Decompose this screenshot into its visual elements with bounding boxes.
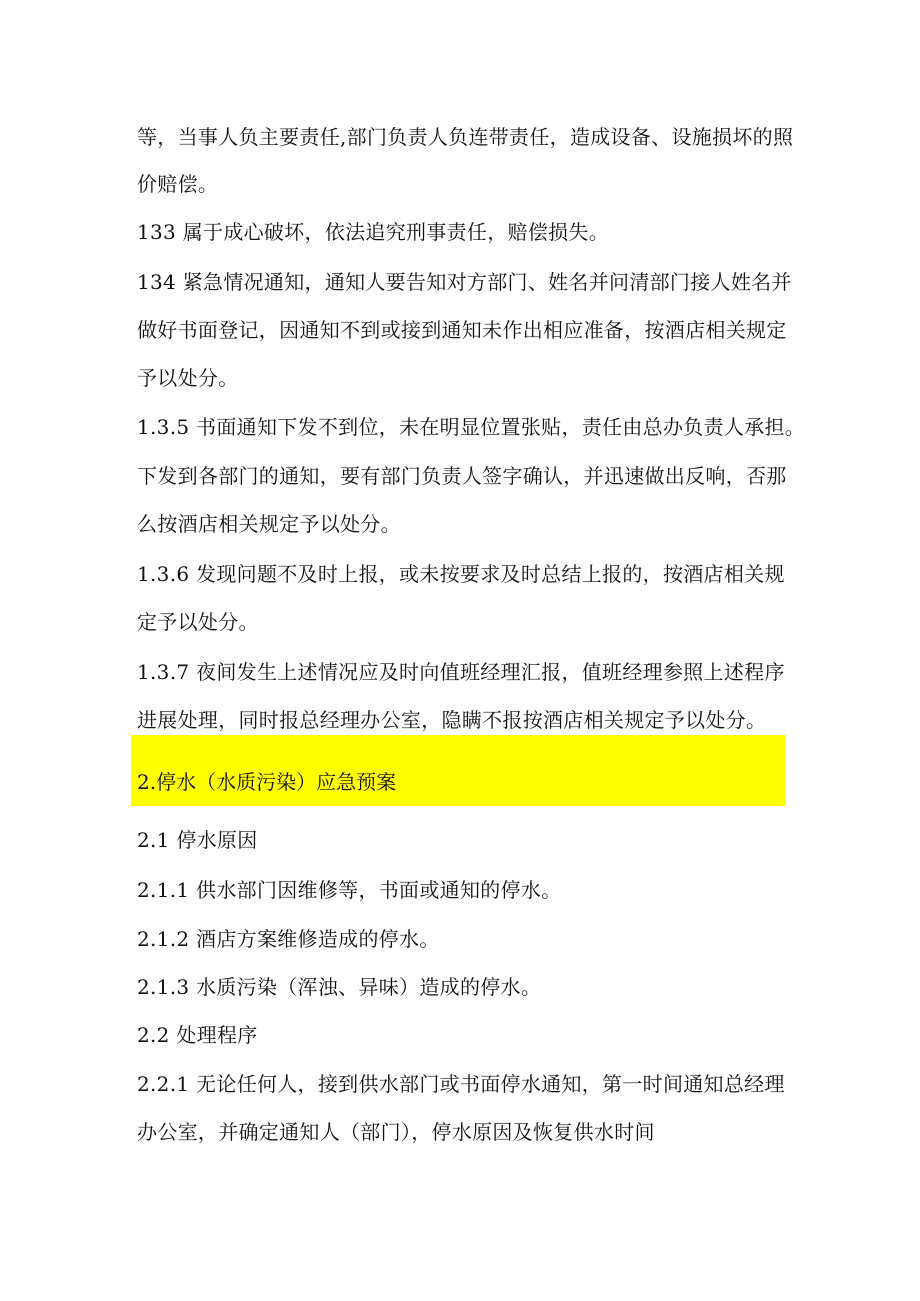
text-line: 下发到各部门的通知，要有部门负责人签字确认，并迅速做出反响，否那	[137, 464, 787, 488]
text-line: 1.3.5 书面通知下发不到位，未在明显位置张贴，责任由总办负责人承担。	[137, 415, 806, 439]
text-line: 133 属于成心破坏，依法追究刑事责任，赔偿损失。	[137, 220, 610, 244]
text-line: 134 紧急情况通知，通知人要告知对方部门、姓名并问清部门接人姓名并	[137, 270, 792, 294]
text-line: 2.1.1 供水部门因维修等，书面或通知的停水。	[137, 878, 562, 902]
text-line: 价赔偿。	[137, 172, 219, 196]
text-line: 进展处理，同时报总经理办公室，隐瞒不报按酒店相关规定予以处分。	[137, 708, 767, 732]
text-line: 2.2 处理程序	[137, 1023, 258, 1047]
text-line: 等，当事人负主要责任,部门负责人负连带责任，造成设备、设施损坏的照	[137, 125, 794, 149]
text-line: 1.3.7 夜间发生上述情况应及时向值班经理汇报，值班经理参照上述程序	[137, 660, 785, 684]
text-line: 2.1.3 水质污染（浑浊、异味）造成的停水。	[137, 975, 542, 999]
text-line: 2.1.2 酒店方案维修造成的停水。	[137, 927, 440, 951]
text-line: 2.2.1 无论任何人，接到供水部门或书面停水通知，第一时间通知总经理	[137, 1072, 785, 1096]
text-line: 定予以处分。	[137, 610, 259, 634]
text-line: 么按酒店相关规定予以处分。	[137, 512, 401, 536]
text-line: 办公室，并确定通知人（部门），停水原因及恢复供水时间	[137, 1120, 655, 1144]
section-heading: 2.停水（水质污染）应急预案	[137, 770, 397, 794]
text-line: 2.1 停水原因	[137, 828, 258, 852]
text-line: 予以处分。	[137, 366, 239, 390]
text-line: 做好书面登记，因通知不到或接到通知未作出相应准备，按酒店相关规定	[137, 318, 787, 342]
text-line: 1.3.6 发现问题不及时上报，或未按要求及时总结上报的，按酒店相关规	[137, 562, 785, 586]
